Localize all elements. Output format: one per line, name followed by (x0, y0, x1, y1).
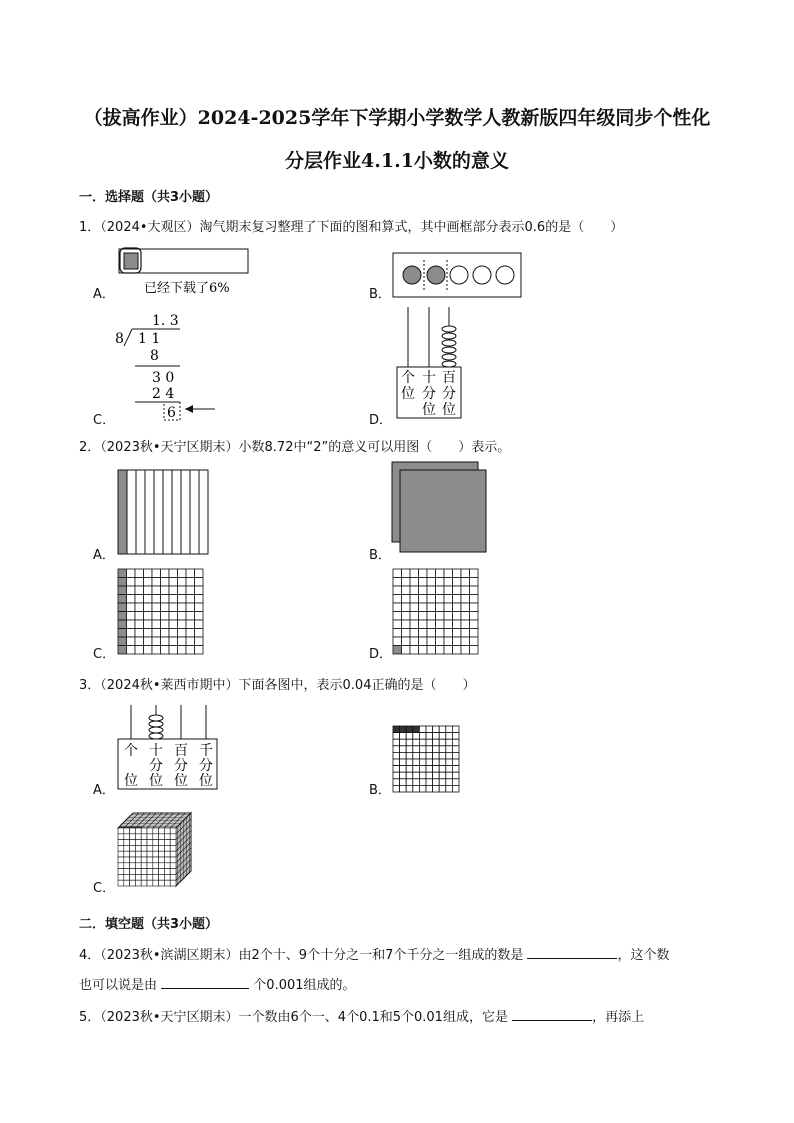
svg-text:位: 位 (401, 386, 415, 402)
q2-option-b-figure (390, 460, 490, 555)
q2-option-d-figure (391, 567, 481, 657)
c-step2: 3 0 (152, 370, 175, 386)
svg-text:位: 位 (422, 402, 436, 418)
q3-option-c-figure (116, 810, 196, 892)
q4-blank-1[interactable] (527, 946, 617, 959)
q3-option-a-label[interactable]: A． (93, 783, 115, 798)
section-heading-fill: 二．填空题（共3小题） (79, 917, 219, 932)
q1-option-a-label[interactable]: A． (93, 287, 115, 302)
q3-option-b-label[interactable]: B． (369, 783, 391, 798)
c-dividend: 1 1 (138, 331, 161, 347)
q2-option-a-figure (116, 468, 212, 556)
q3-option-a-figure (115, 703, 220, 793)
q1-stem: 1．（2024•大观区）淘气期末复习整理了下面的图和算式，其中画框部分表示0.6的是（ ） (79, 220, 624, 235)
svg-text:分: 分 (149, 758, 163, 774)
c-divisor: 8 (115, 331, 124, 347)
q1-option-b-figure (390, 250, 525, 300)
q1-option-b-label[interactable]: B． (369, 287, 391, 302)
svg-text:十: 十 (422, 370, 436, 386)
svg-text:分: 分 (442, 386, 456, 402)
q4-line2: 也可以说是由 个0.001组成的。 (79, 978, 356, 993)
section-heading-choice: 一．选择题（共3小题） (79, 190, 219, 205)
q1-a-caption: 已经下载了6% (144, 281, 230, 296)
svg-text:位: 位 (149, 773, 163, 789)
svg-text:百: 百 (174, 743, 188, 759)
q1-option-c-figure (110, 310, 220, 425)
c-step3: 2 4 (152, 386, 175, 402)
q5-blank-1[interactable] (512, 1008, 592, 1021)
svg-text:十: 十 (149, 743, 163, 759)
q2-option-a-label[interactable]: A． (93, 548, 115, 563)
c-remainder: 6 (167, 405, 176, 421)
q2-stem: 2．（2023秋•天宁区期末）小数8.72中“2”的意义可以用图（ ）表示。 (79, 440, 511, 455)
svg-text:分: 分 (422, 386, 436, 402)
q2-option-c-figure (116, 567, 206, 657)
q2-option-d-label[interactable]: D． (369, 647, 393, 662)
svg-text:分: 分 (199, 758, 213, 774)
svg-text:位: 位 (442, 402, 456, 418)
q1-option-d-label[interactable]: D． (369, 413, 393, 428)
svg-text:个: 个 (401, 370, 415, 386)
q3-option-c-label[interactable]: C． (93, 881, 116, 896)
page-title-line2: 分层作业4.1.1小数的意义 (285, 150, 509, 172)
svg-text:位: 位 (174, 773, 188, 789)
svg-text:个: 个 (124, 743, 138, 759)
svg-text:百: 百 (442, 370, 456, 386)
q2-option-b-label[interactable]: B． (369, 548, 391, 563)
q1-option-d-figure (394, 305, 464, 421)
c-quotient: 1. 3 (152, 313, 179, 329)
svg-text:千: 千 (199, 743, 213, 759)
svg-text:位: 位 (199, 773, 213, 789)
svg-text:位: 位 (124, 773, 138, 789)
svg-text:分: 分 (174, 758, 188, 774)
q2-option-c-label[interactable]: C． (93, 647, 116, 662)
q1-option-a-figure (115, 245, 255, 300)
page-title-line1: （拔高作业）2024-2025学年下学期小学数学人教新版四年级同步个性化 (83, 107, 711, 129)
q3-option-b-figure (392, 725, 462, 795)
q4-line1: 4．（2023秋•滨湖区期末）由2个十、9个十分之一和7个千分之一组成的数是 ，这个数 (79, 948, 670, 963)
q5-line1: 5．（2023秋•天宁区期末）一个数由6个一、4个0.1和5个0.01组成，它是 ，再添上 (79, 1010, 645, 1025)
q4-blank-2[interactable] (161, 976, 249, 989)
q3-stem: 3．（2024秋•莱西市期中）下面各图中，表示0.04正确的是（ ） (79, 678, 476, 693)
c-step1: 8 (150, 348, 159, 364)
q1-option-c-label[interactable]: C． (93, 413, 116, 428)
